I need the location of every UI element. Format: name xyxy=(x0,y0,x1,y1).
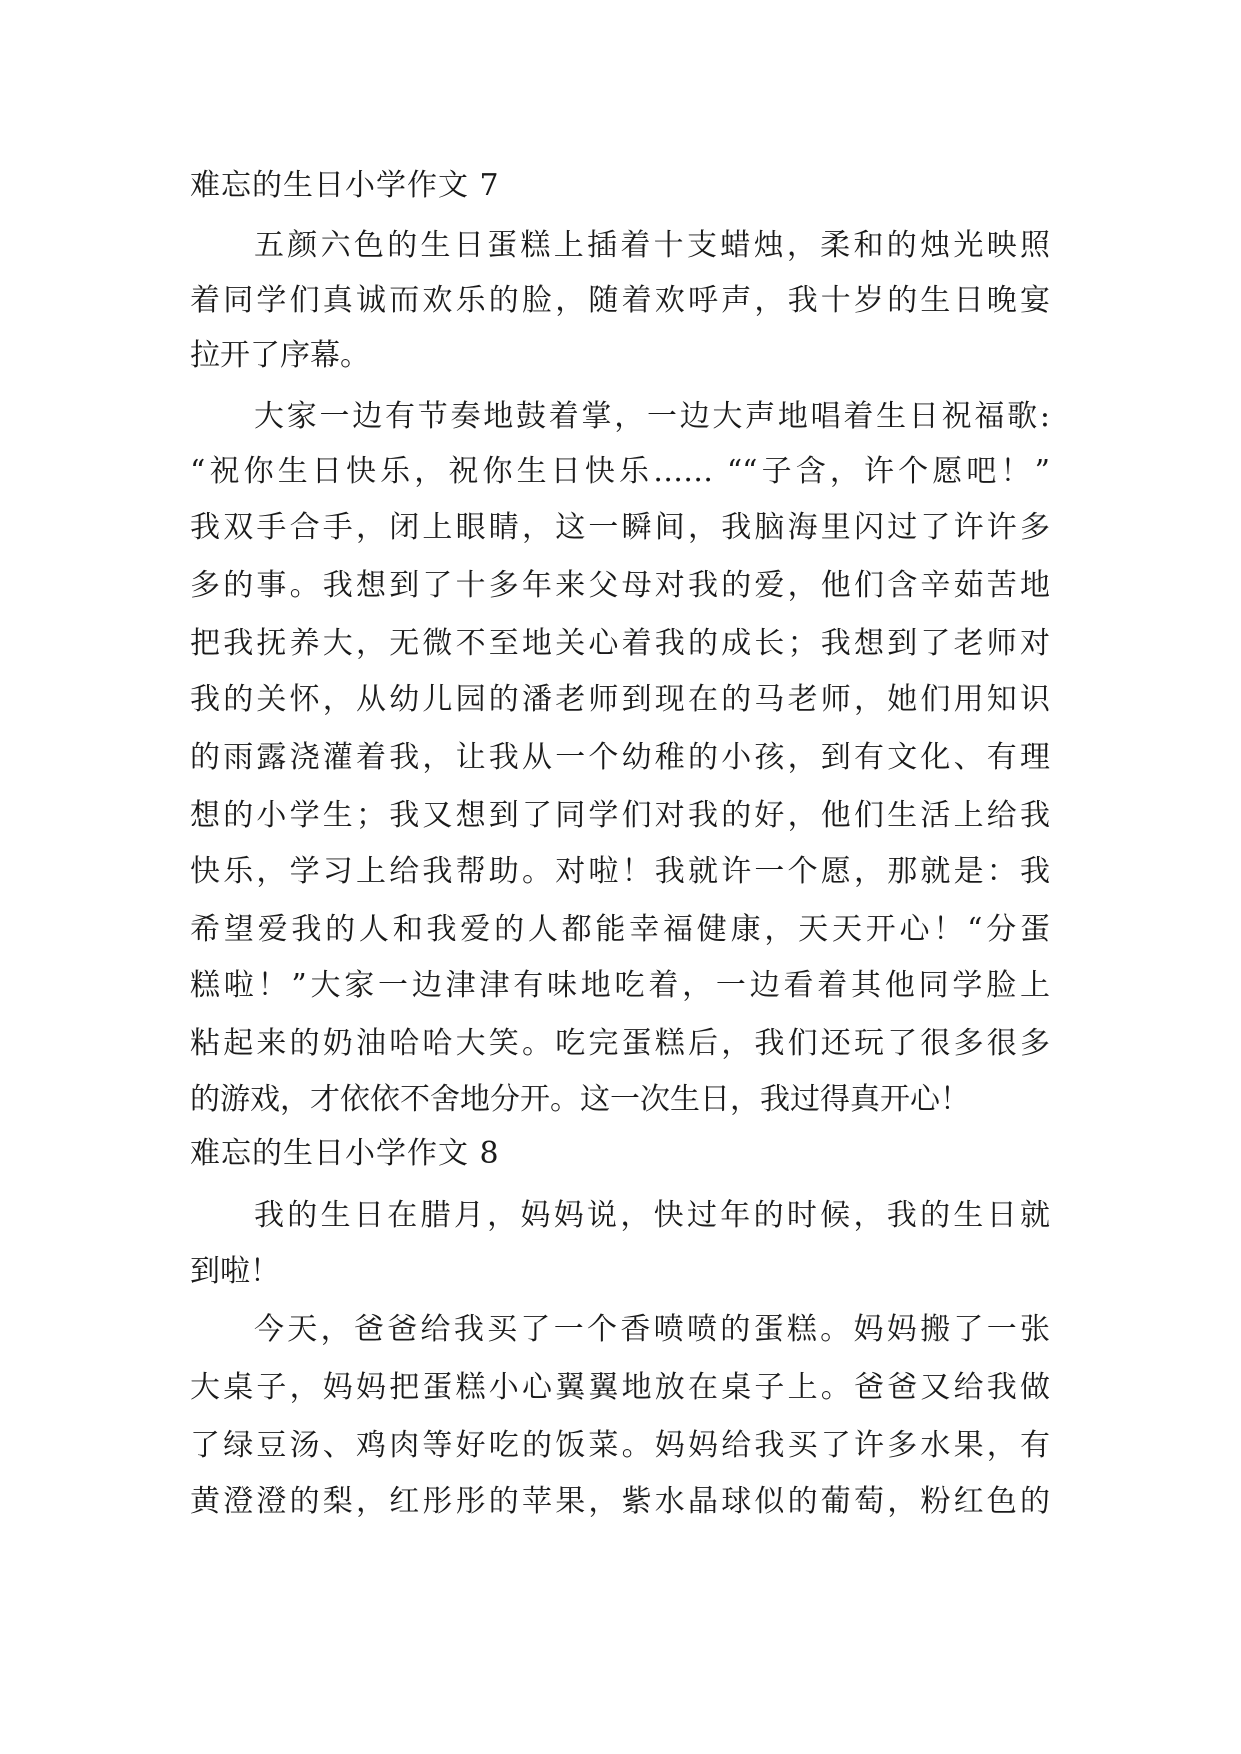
paragraph-line: 五颜六色的生日蛋糕上插着十支蜡烛，柔和的烛光映照 xyxy=(254,228,1050,263)
paragraph-line: 多的事。我想到了十多年来父母对我的爱，他们含辛茹苦地 xyxy=(190,568,1050,603)
paragraph-line: 大家一边有节奏地鼓着掌，一边大声地唱着生日祝福歌: xyxy=(254,399,1050,434)
paragraph-line: 的雨露浇灌着我，让我从一个幼稚的小孩，到有文化、有理 xyxy=(190,740,1050,775)
paragraph-line: 的游戏，才依依不舍地分开。这一次生日，我过得真开心！ xyxy=(190,1082,970,1117)
paragraph-line: 把我抚养大，无微不至地关心着我的成长；我想到了老师对 xyxy=(190,626,1050,661)
paragraph-line: 今天，爸爸给我买了一个香喷喷的蛋糕。妈妈搬了一张 xyxy=(254,1312,1050,1347)
paragraph-line: 着同学们真诚而欢乐的脸，随着欢呼声，我十岁的生日晚宴 xyxy=(190,283,1050,318)
paragraph-line: 希望爱我的人和我爱的人都能幸福健康，天天开心！“分蛋 xyxy=(190,912,1050,947)
paragraph-line: 我的关怀，从幼儿园的潘老师到现在的马老师，她们用知识 xyxy=(190,682,1050,717)
paragraph-line: 大桌子，妈妈把蛋糕小心翼翼地放在桌子上。爸爸又给我做 xyxy=(190,1370,1050,1405)
paragraph-line: 到啦！ xyxy=(190,1254,280,1289)
section-title: 难忘的生日小学作文 7 xyxy=(190,168,500,203)
paragraph-line: 粘起来的奶油哈哈大笑。吃完蛋糕后，我们还玩了很多很多 xyxy=(190,1026,1050,1061)
paragraph-line: “祝你生日快乐，祝你生日快乐…… ““子含，许个愿吧！” xyxy=(190,454,1050,489)
paragraph-line: 了绿豆汤、鸡肉等好吃的饭菜。妈妈给我买了许多水果，有 xyxy=(190,1428,1050,1463)
paragraph-line: 黄澄澄的梨，红彤彤的苹果，紫水晶球似的葡萄，粉红色的 xyxy=(190,1484,1050,1519)
section-title: 难忘的生日小学作文 8 xyxy=(190,1136,500,1171)
paragraph-line: 想的小学生；我又想到了同学们对我的好，他们生活上给我 xyxy=(190,798,1050,833)
paragraph-line: 我的生日在腊月，妈妈说，快过年的时候，我的生日就 xyxy=(254,1198,1050,1233)
paragraph-line: 快乐，学习上给我帮助。对啦！我就许一个愿，那就是：我 xyxy=(190,854,1050,889)
paragraph-line: 拉开了序幕。 xyxy=(190,338,370,373)
paragraph-line: 糕啦！”大家一边津津有味地吃着，一边看着其他同学脸上 xyxy=(190,968,1050,1003)
paragraph-line: 我双手合手，闭上眼睛，这一瞬间，我脑海里闪过了许许多 xyxy=(190,510,1050,545)
